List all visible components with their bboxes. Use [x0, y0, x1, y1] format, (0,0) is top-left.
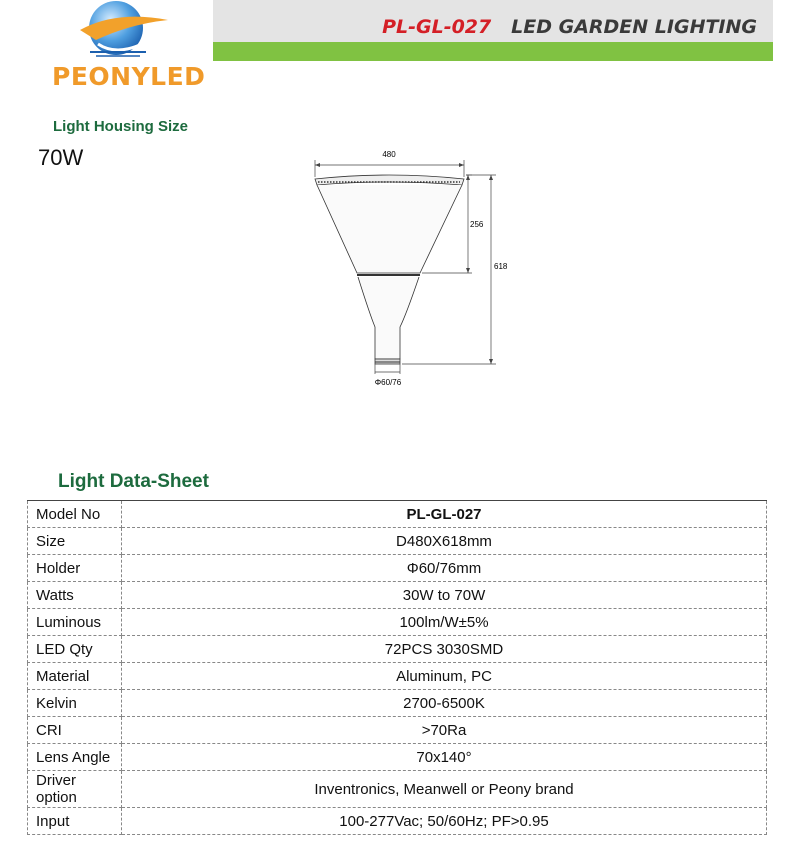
table-row: [28, 555, 767, 582]
table-row: [28, 609, 767, 636]
table-row: [28, 690, 767, 717]
spec-value: D480X618mm: [122, 528, 767, 555]
spec-key: Size: [28, 528, 122, 555]
page-title-model: PL-GL-027: [382, 16, 492, 38]
spec-key: LED Qty: [28, 636, 122, 663]
spec-value: Inventronics, Meanwell or Peony brand: [122, 771, 767, 808]
datasheet-heading: Light Data-Sheet: [58, 471, 209, 492]
table-row: [28, 501, 767, 528]
spec-key: Lens Angle: [28, 744, 122, 771]
spec-key: Luminous: [28, 609, 122, 636]
spec-value: 2700-6500K: [122, 690, 767, 717]
upper-height-dimension: 256: [470, 220, 484, 229]
table-row: [28, 744, 767, 771]
spec-key: Model No: [28, 501, 122, 528]
spec-key: Material: [28, 663, 122, 690]
page-title: [382, 16, 757, 38]
spec-key: CRI: [28, 717, 122, 744]
lamp-cone: [317, 185, 462, 273]
spec-value: Φ60/76mm: [122, 555, 767, 582]
spec-table: [27, 500, 767, 835]
table-row: [28, 717, 767, 744]
lamp-neck: [358, 277, 419, 359]
width-dimension: 480: [382, 150, 396, 159]
table-row: [28, 808, 767, 835]
table-row: [28, 771, 767, 808]
spec-value: 100-277Vac; 50/60Hz; PF>0.95: [122, 808, 767, 835]
spec-value: >70Ra: [122, 717, 767, 744]
spec-key: Kelvin: [28, 690, 122, 717]
spec-value: 72PCS 3030SMD: [122, 636, 767, 663]
spec-key: Holder: [28, 555, 122, 582]
table-row: [28, 528, 767, 555]
page-title-product: LED GARDEN LIGHTING: [511, 16, 757, 38]
spec-key: Watts: [28, 582, 122, 609]
spec-value: 100lm/W±5%: [122, 609, 767, 636]
spec-value: 30W to 70W: [122, 582, 767, 609]
dimension-drawing: [300, 145, 530, 395]
total-height-dimension: 618: [494, 262, 508, 271]
housing-size-heading: Light Housing Size: [53, 118, 188, 135]
brand-name: PEONYLED: [52, 62, 206, 91]
holder-dimension: Φ60/76: [374, 378, 402, 387]
spec-value: 70x140°: [122, 744, 767, 771]
wattage-label: 70W: [38, 145, 84, 170]
table-row: [28, 663, 767, 690]
spec-value: Aluminum, PC: [122, 663, 767, 690]
table-row: [28, 582, 767, 609]
spec-key: Input: [28, 808, 122, 835]
table-row: [28, 636, 767, 663]
lamp-cap: [315, 175, 464, 185]
spec-key: Driver option: [28, 771, 122, 808]
spec-value: PL-GL-027: [122, 501, 767, 528]
header-green-stripe: [213, 42, 773, 61]
